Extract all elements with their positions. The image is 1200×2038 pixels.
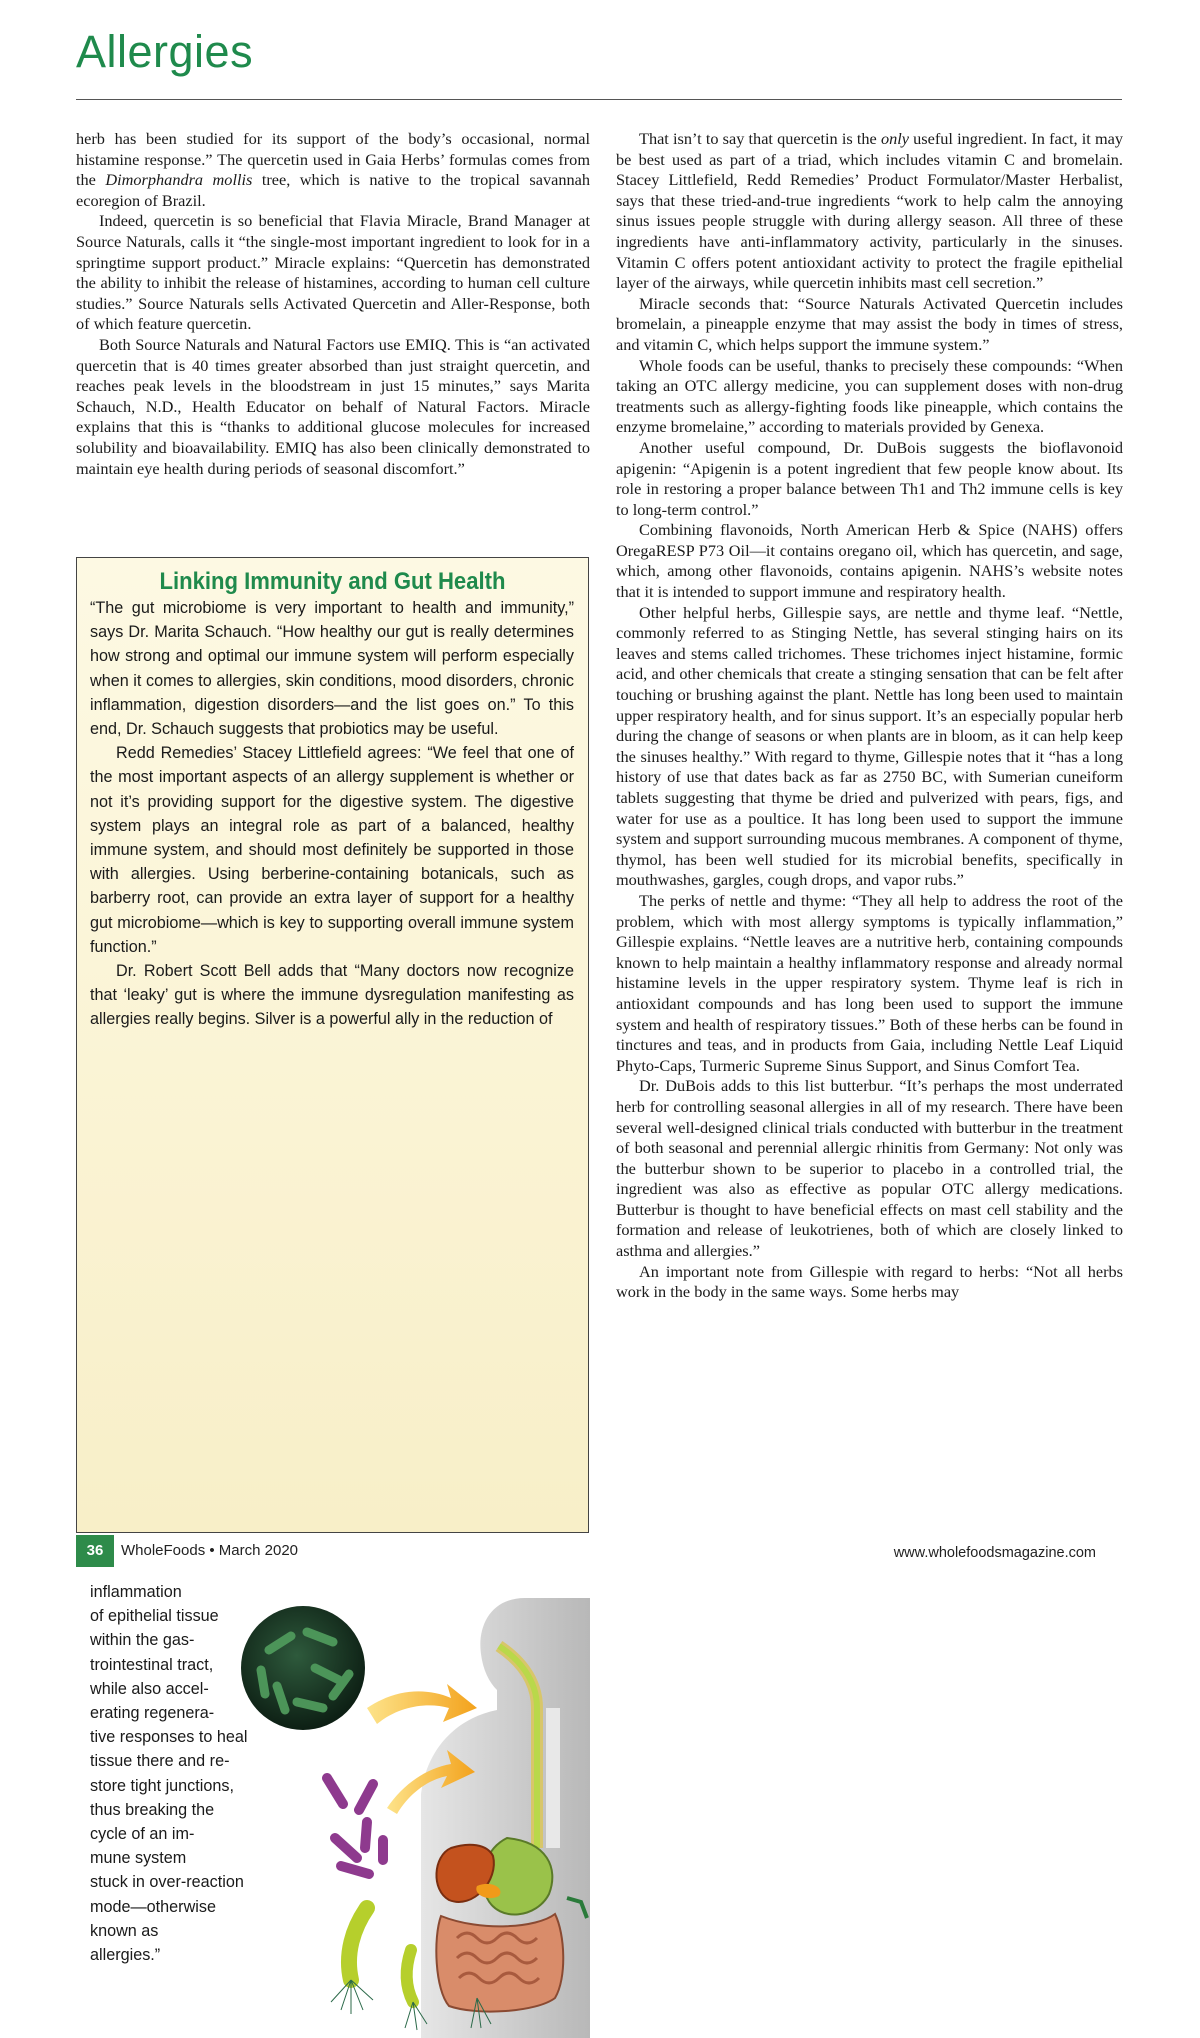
website-url: www.wholefoodsmagazine.com <box>893 1545 1096 1561</box>
right-column <box>616 129 1123 1303</box>
sidebar-wrap-line: store tight junctions, <box>90 1776 234 1795</box>
sidebar-wrap-line: mune system <box>90 1849 187 1868</box>
sidebar-wrap-line: inflammation <box>90 1583 182 1601</box>
sidebar-wrap-line: thus breaking the <box>90 1800 215 1819</box>
right-paragraph-9: An important note from Gillespie with regard to herbs: “Not all herbs work in the body in the same ways. Some herbs may <box>616 1261 1123 1302</box>
sidebar-wrap-line: erating regenera- <box>90 1704 215 1723</box>
sidebar-wrap-line: tissue there and re- <box>90 1752 230 1771</box>
sidebar-text <box>90 596 574 1032</box>
sidebar-wrap-line: tive responses to heal <box>90 1728 248 1747</box>
sidebar-paragraph-3: Dr. Robert Scott Bell adds that “Many doctors now recognize that ‘leaky’ gut is where the immune dysregulation manifesting as allergies really begins. Silver is a powerful ally in the reduction of <box>90 962 574 1029</box>
left-paragraph-3: Both Source Naturals and Natural Factors use EMIQ. This is “an activated quercetin that is 40 times greater absorbed than just straight quercetin, and reaches peak levels in the bloodstream in just 15 minutes,” says Marita Schauch, N.D., Health Educator on behalf of Natural Factors. Miracle explains that this is “thanks to additional glucose molecules for increased solubility and bioavailability. EMIQ has also been clinically demonstrated to maintain eye health during periods of seasonal discomfort.” <box>76 334 590 478</box>
sidebar-title: Linking Immunity and Gut Health <box>159 568 506 595</box>
page-number-badge: 36 <box>76 1535 114 1567</box>
sidebar-wrap-line: while also accel- <box>90 1679 209 1698</box>
sidebar-wrap-line: allergies.” <box>90 1946 161 1965</box>
sidebar-wrap-line: of epithelial tissue <box>90 1607 219 1626</box>
right-paragraph-4: Another useful compound, Dr. DuBois suggests the bioflavonoid apigenin: “Apigenin is a potent ingredient that few people know about. Its role in restoring a proper balance between Th1 and Th2 immune cells is key to long-term control.” <box>616 437 1123 519</box>
left-paragraph-1: herb has been studied for its support of the body’s occasional, normal histamine response.” The quercetin used in Gaia Herbs’ formulas comes from the Dimorphandra mollis tree, which is native to the tropical savannah ecoregion of Brazil. <box>76 129 590 210</box>
section-title: Allergies <box>76 26 254 77</box>
header-rule <box>76 99 1122 100</box>
sidebar-wrap-line: mode—otherwise <box>90 1897 216 1916</box>
right-paragraph-6: Other helpful herbs, Gillespie says, are nettle and thyme leaf. “Nettle, commonly referred to as Stinging Nettle, has several stinging hairs on its leaves and stems called trichomes. These trichomes inject histamine, formic acid, and other chemicals that create a stinging sensation that can be felt after touching or brushing against the plant. Nettle has long been used to maintain upper respiratory health, and for sinus support. It’s an especially popular herb during the change of seasons or when plants are in bloom, as it can help keep the sinuses healthy.” With regard to thyme, Gillespie notes that it “has a long history of use that dates back as far as 2750 BC, with Sumerian cuneiform tablets suggesting that thyme be dried and pulverized with pears, figs, and water for use as a poultice. It has long been used to support the immune system and support surrounding mucous membranes. A component of thyme, thymol, has been well studied for its microbial benefits, specifically in mouthwashes, gargles, cough drops, and vapor rubs.” <box>616 602 1123 890</box>
right-paragraph-8: Dr. DuBois adds to this list butterbur. “It’s perhaps the most underrated herb for controlling seasonal allergies in all of my research. There have been several well-designed clinical trials conducted with butterbur in the treatment of both seasonal and perennial allergic rhinitis from Germany: Not only was the butterbur shown to be superior to placebo in a controlled trial, the ingredient was also as effective as popular OTC allergy medications. Butterbur is thought to have beneficial effects on mast cell stability and the formation and release of leukotrienes, both of which are closely linked to asthma and allergies.” <box>616 1076 1123 1261</box>
left-column <box>76 129 590 479</box>
sidebar-wrap-line: known as <box>90 1921 159 1940</box>
sidebar-wrap-line: trointestinal tract, <box>90 1655 214 1674</box>
sidebar-paragraph-2: Redd Remedies’ Stacey Littlefield agrees: “We feel that one of the most important aspects of an allergy supplement is whether or not it’s providing support for the digestive system. The digestive system plays an integral role as part of a balanced, healthy immune system, and should most definitely be supported in those with allergies. Using berberine-containing botanicals, such as barberry root, can provide an extra layer of support for a healthy gut microbiome—which is key to supporting overall immune system function.” <box>90 744 574 956</box>
gut-microbiome-illustration <box>237 1598 590 2038</box>
publication-line: WholeFoods • March 2020 <box>121 1542 299 1559</box>
left-paragraph-2: Indeed, quercetin is so beneficial that Flavia Miracle, Brand Manager at Source Naturals, calls it “the single-most important ingredient to look for in a springtime support product.” Miracle explains: “Quercetin has demonstrated the ability to inhibit the release of histamines, according to human cell culture studies.” Source Naturals sells Activated Quercetin and Aller-Response, both of which feature quercetin. <box>76 211 590 334</box>
right-paragraph-7: The perks of nettle and thyme: “They all help to address the root of the problem, which with most allergy symptoms is typically inflammation,” Gillespie explains. “Nettle leaves are a nutritive herb, containing compounds known to help maintain a healthy inflammatory response and already normal histamine levels in the upper respiratory system. Thyme leaf is rich in antioxidant compounds and has long been used to support the immune system and health of respiratory tissues.” Both of these herbs can be found in tinctures and teas, and in products from Gaia, including Nettle Leaf Liquid Phyto-Caps, Turmeric Supreme Sinus Support, and Sinus Comfort Tea. <box>616 890 1123 1075</box>
sidebar-wrap-line: cycle of an im- <box>90 1825 195 1844</box>
sidebar-wrap-line: within the gas- <box>90 1631 195 1650</box>
right-paragraph-2: Miracle seconds that: “Source Naturals Activated Quercetin includes bromelain, a pineapple enzyme that may assist the body in times of stress, and vitamin C, which helps support the immune system.” <box>616 293 1123 354</box>
right-paragraph-5: Combining flavonoids, North American Herb & Spice (NAHS) offers OregaRESP P73 Oil—it contains oregano oil, which has quercetin, and sage, which, among other flavonoids, contains apigenin. NAHS’s website notes that it is intended to support immune and respiratory health. <box>616 520 1123 602</box>
right-paragraph-3: Whole foods can be useful, thanks to precisely these compounds: “When taking an OTC allergy medicine, you can supplement doses with non-drug treatments such as allergy-fighting foods like pineapple, which contains the enzyme bromelaine,” according to materials provided by Genexa. <box>616 355 1123 437</box>
sidebar-wrapped-text <box>90 1580 260 1967</box>
purple-bacteria-group <box>327 1778 383 1874</box>
microscope-bacteria-circle <box>241 1606 365 1730</box>
right-paragraph-1: That isn’t to say that quercetin is the only useful ingredient. In fact, it may be best used as part of a triad, which includes vitamin C and bromelain. Stacey Littlefield, Redd Remedies’ Product Formulator/Master Herbalist, says that these tried-and-true ingredients “work to help calm the annoying sinus issues people struggle with during allergy season. All three of these ingredients have anti-inflammatory activity, particularly in the sinuses. Vitamin C offers potent antioxidant activity to protect the fragile epithelial layer of the airways, while quercetin inhibits mast cell secretion.” <box>616 129 1124 293</box>
sidebar-wrap-line: stuck in over-reaction <box>90 1873 244 1892</box>
sidebar-paragraph-1: “The gut microbiome is very important to health and immunity,” says Dr. Marita Schauch. “How healthy our gut is really determines how strong and optimal our immune system will perform especially when it comes to allergies, skin conditions, mood disorders, chronic inflammation, digestion disorders—and the list goes on.” To this end, Dr. Schauch suggests that probiotics may be useful. <box>90 599 574 739</box>
